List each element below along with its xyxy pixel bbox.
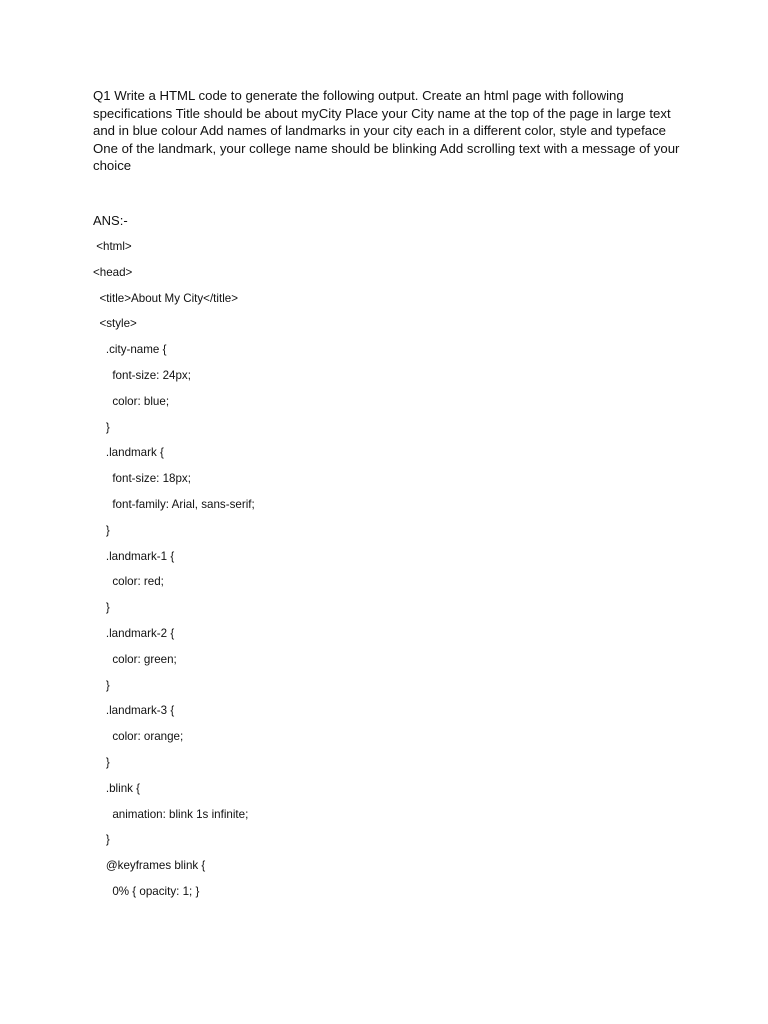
code-line: }	[93, 601, 110, 615]
code-line: color: orange;	[93, 730, 184, 744]
code-line: }	[93, 755, 110, 769]
code-line: .city-name {	[93, 343, 167, 357]
code-line: font-size: 18px;	[93, 472, 191, 486]
code-line: <html>	[93, 240, 132, 253]
code-line: .landmark-3 {	[93, 704, 175, 718]
question-text: Q1 Write a HTML code to generate the following output. Create an html page with following specifications Title should be about myCity Place your City name at the top of the page in large text and in blue colour Add names of landmarks in your city each in a different color, style and typeface One of the landmark, your college name should be blinking Add scrolling text with a message of your choice	[93, 88, 680, 173]
code-line: .landmark-1 {	[93, 549, 175, 563]
code-line: color: blue;	[93, 394, 170, 408]
code-line: .landmark-2 {	[93, 626, 175, 640]
code-line: <title>About My City</title>	[93, 291, 238, 305]
code-line: color: red;	[93, 575, 164, 589]
code-line: .landmark {	[93, 446, 164, 460]
code-line: font-family: Arial, sans-serif;	[93, 497, 255, 511]
code-line: }	[93, 678, 110, 692]
code-line: .blink {	[93, 781, 141, 795]
code-line: font-size: 24px;	[93, 368, 191, 382]
code-line: animation: blink 1s infinite;	[93, 807, 249, 821]
code-line: <style>	[93, 317, 137, 331]
code-line: }	[93, 833, 110, 847]
code-line: color: green;	[93, 652, 177, 666]
code-line: }	[93, 523, 110, 537]
code-block	[93, 238, 713, 909]
answer-label: ANS:-	[93, 213, 128, 228]
code-line: <head>	[93, 265, 133, 279]
code-line: }	[93, 420, 110, 434]
code-line: 0% { opacity: 1; }	[93, 884, 200, 898]
code-line: @keyframes blink {	[93, 859, 206, 873]
